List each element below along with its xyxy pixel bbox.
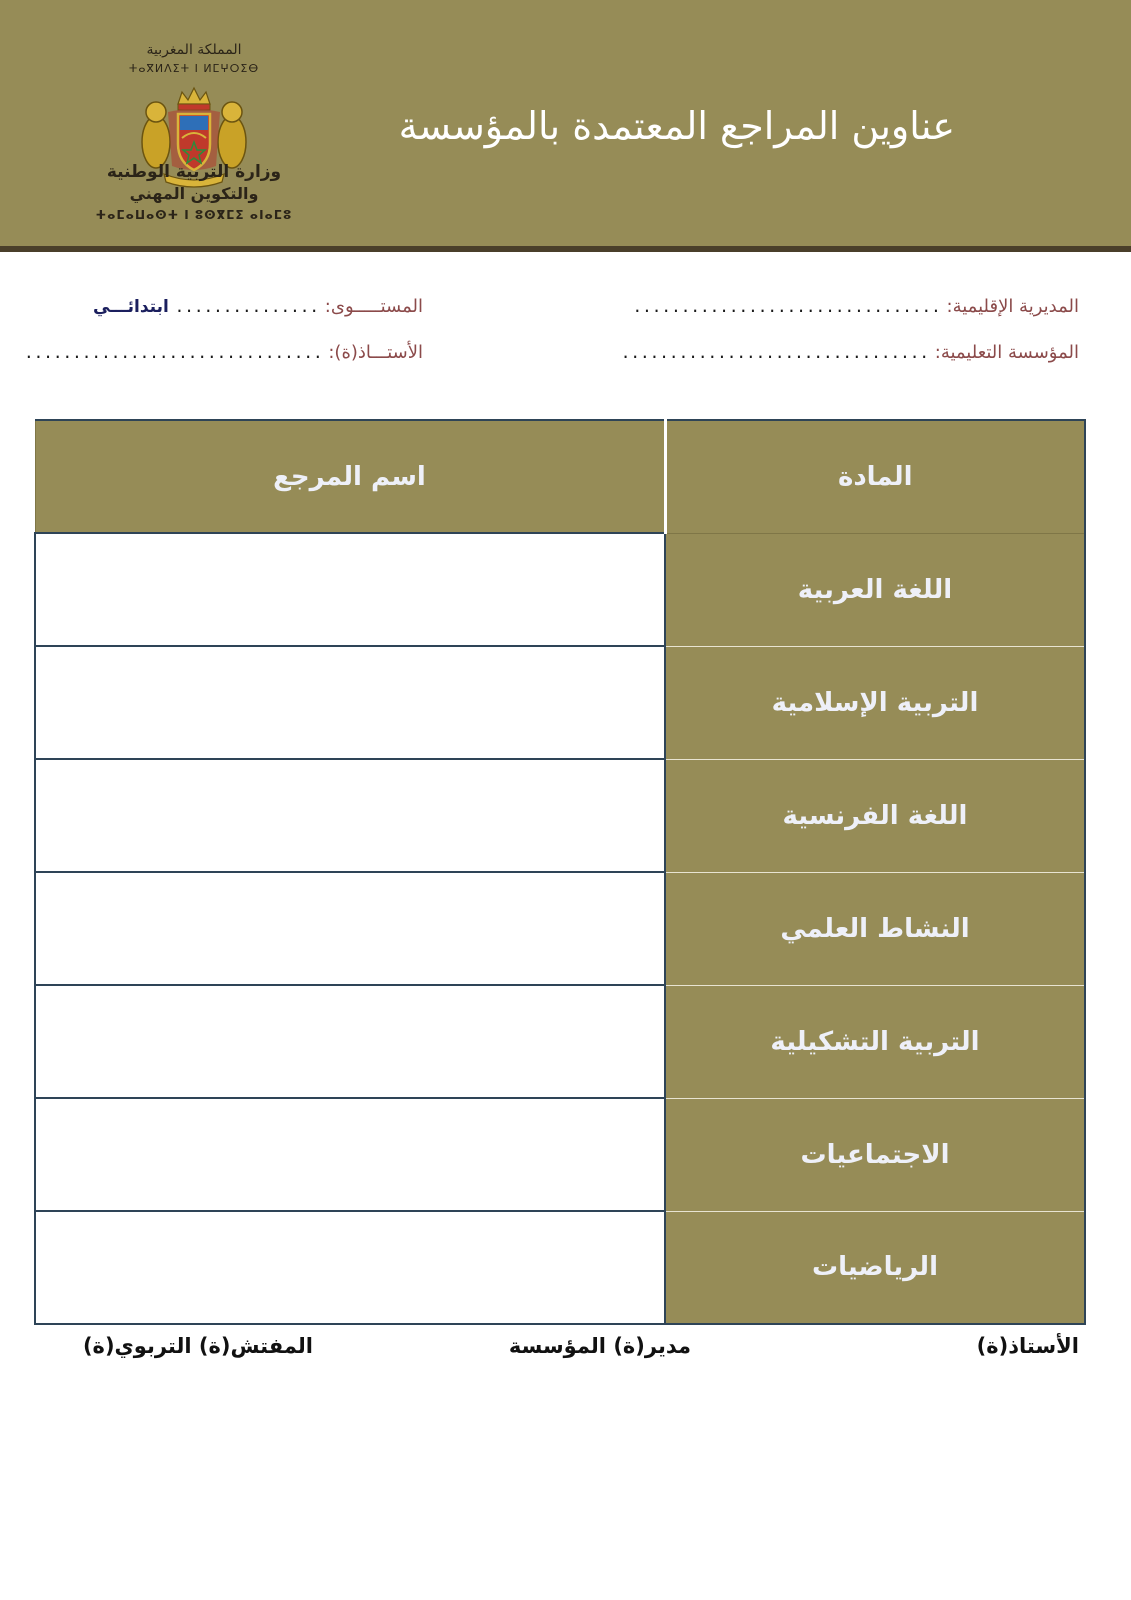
- institution-field: [621, 342, 1079, 363]
- subject-cell: اللغة الفرنسية: [665, 759, 1085, 872]
- table-header-row: [35, 420, 1085, 533]
- header-reference: اسم المرجع: [35, 420, 665, 533]
- level-value[interactable]: ابتدائـــي: [93, 297, 169, 317]
- logo-kingdom-arabic: المملكة المغربية: [146, 42, 242, 58]
- reference-cell[interactable]: [35, 1211, 665, 1324]
- directorate-value[interactable]: ................................: [632, 297, 941, 316]
- reference-cell[interactable]: [35, 872, 665, 985]
- signature-teacher: الأستاذ(ة): [976, 1334, 1079, 1358]
- subject-cell: التربية الإسلامية: [665, 646, 1085, 759]
- page-title: عناوين المراجع المعتمدة بالمؤسسة: [398, 104, 955, 148]
- header-band: [0, 0, 1131, 252]
- table-row: [35, 1211, 1085, 1324]
- reference-cell[interactable]: [35, 646, 665, 759]
- table-row: [35, 646, 1085, 759]
- level-label: المستـــــوى:: [324, 296, 423, 317]
- ministry-logo: [88, 38, 300, 228]
- table-row: [35, 985, 1085, 1098]
- references-table: [34, 419, 1086, 1325]
- table-row: [35, 872, 1085, 985]
- level-dots: ...............: [174, 297, 320, 316]
- logo-kingdom-tifinagh: ⵜⴰⴳⵍⴷⵉⵜ ⵏ ⵍⵎⵖⵔⵉⴱ: [128, 62, 260, 75]
- table-row: [35, 1098, 1085, 1211]
- directorate-field: [633, 296, 1079, 317]
- subject-cell: الرياضيات: [665, 1211, 1085, 1324]
- reference-cell[interactable]: [35, 759, 665, 872]
- subject-cell: التربية التشكيلية: [665, 985, 1085, 1098]
- directorate-label: المديرية الإقليمية:: [946, 296, 1079, 317]
- teacher-value[interactable]: ...............................: [24, 343, 323, 362]
- reference-cell[interactable]: [35, 985, 665, 1098]
- reference-cell[interactable]: [35, 533, 665, 646]
- table-row: [35, 533, 1085, 646]
- logo-ministry-arabic-line2: والتكوين المهني: [129, 184, 259, 203]
- level-field: [93, 296, 423, 317]
- institution-label: المؤسسة التعليمية:: [934, 342, 1079, 363]
- signature-inspector: المفتش(ة) التربوي(ة): [82, 1334, 313, 1358]
- logo-ministry-tifinagh: ⵜⴰⵎⴰⵡⴰⵙⵜ ⵏ ⵓⵙⴳⵎⵉ ⴰⵏⴰⵎⵓ: [95, 208, 293, 222]
- subject-cell: اللغة العربية: [665, 533, 1085, 646]
- teacher-field: [24, 342, 423, 363]
- reference-cell[interactable]: [35, 1098, 665, 1211]
- institution-value[interactable]: ................................: [620, 343, 930, 362]
- header-subject: المادة: [665, 420, 1085, 533]
- signature-director: مدير(ة) المؤسسة: [508, 1334, 691, 1358]
- teacher-label: الأستـــاذ(ة):: [328, 342, 423, 363]
- logo-ministry-arabic-line1: وزارة التربية الوطنية: [106, 162, 282, 182]
- table-row: [35, 759, 1085, 872]
- subject-cell: الاجتماعيات: [665, 1098, 1085, 1211]
- subject-cell: النشاط العلمي: [665, 872, 1085, 985]
